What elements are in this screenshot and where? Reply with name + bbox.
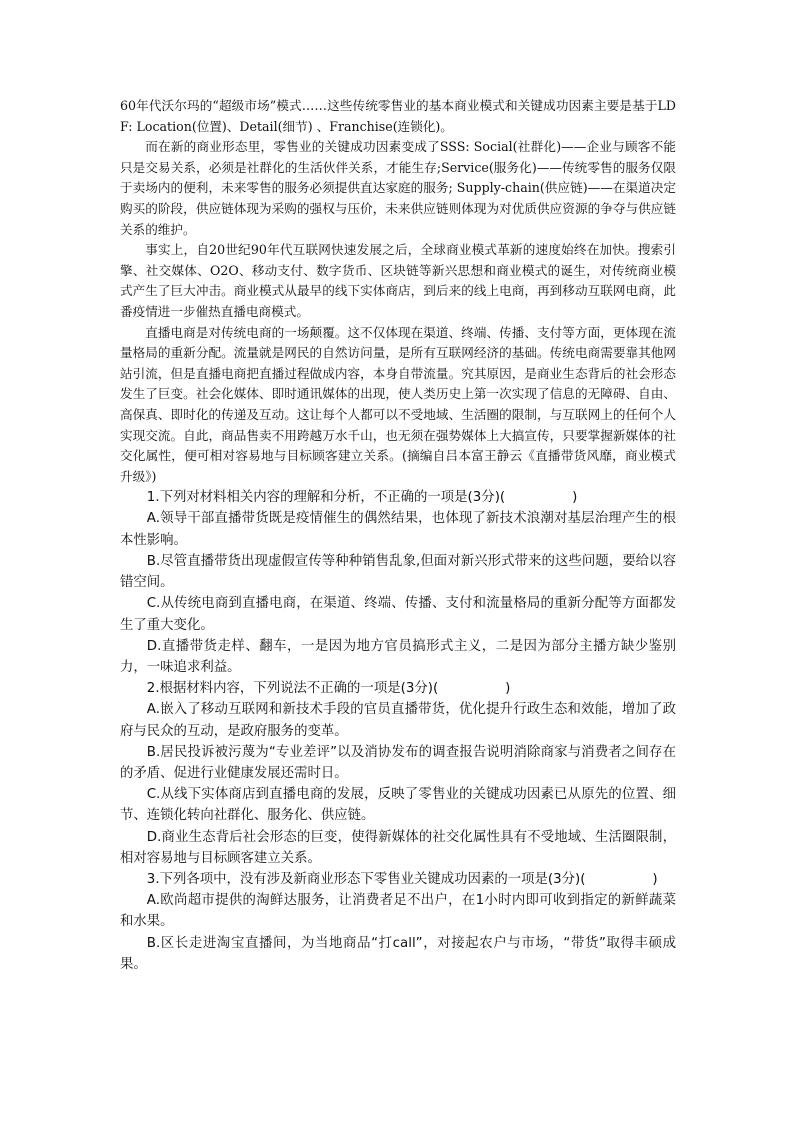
question-1 (120, 487, 676, 678)
question-2-stem: 2.根据材料内容，下列说法不正确的一项是(3分)( ) (146, 681, 511, 697)
passage-paragraph-2: 而在新的商业形态里，零售业的关键成功因素变成了SSS: Social(社群化)——企业与顾客不能只是交易关系，必须是社群化的生活伙伴关系，才能生存;Service(服务化)——传统零售的服务仅限于卖场内的便利，未来零售的服务必须提供直达家庭的服务; Supply-chain(供应链)——在渠道决定购买的阶段，供应链体现为采购的强权与压价，未来供应链则体现为对优质供应资源的争夺与供应链关系的维护。 (120, 139, 676, 237)
question-2-option-a: A.嵌入了移动互联网和新技术手段的官员直播带货，优化提升行政生态和效能，增加了政府与民众的互动，是政府服务的变革。 (120, 702, 676, 739)
question-3 (120, 869, 676, 975)
question-1-option-a: A.领导干部直播带货既是疫情催生的偶然结果，也体现了新技术浪潮对基层治理产生的根本性影响。 (120, 511, 676, 548)
exam-page (120, 96, 676, 975)
question-1-stem: 1.下列对材料相关内容的理解和分析，不正确的一项是(3分)( ) (146, 490, 578, 506)
question-1-option-b: B.尽管直播带货出现虚假宣传等种种销售乱象,但面对新兴形式带来的这些问题，要给以容错空间。 (120, 553, 676, 591)
passage-paragraph-1: 60年代沃尔玛的“超级市场”模式……这些传统零售业的基本商业模式和关键成功因素主要是基于LDF: Location(位置)、Detail(细节) 、Franchise(连锁化)。 (120, 98, 676, 134)
question-2 (120, 678, 676, 869)
question-2-option-d: D.商业生态背后社会形态的巨变，使得新媒体的社交化属性具有不受地域、生活圈限制，相对容易地与目标顾客建立关系。 (120, 829, 676, 866)
question-2-option-c: C.从线下实体商店到直播电商的发展，反映了零售业的关键成功因素已从原先的位置、细节、连锁化转向社群化、服务化、供应链。 (120, 787, 676, 824)
question-2-option-b: B.居民投诉被污蔑为“专业差评”以及消协发布的调查报告说明消除商家与消费者之间存在的矛盾、促进行业健康发展还需时日。 (120, 744, 676, 781)
passage-paragraph-4: 直播电商是对传统电商的一场颠覆。这不仅体现在渠道、终端、传播、支付等方面，更体现在流量格局的重新分配。流量就是网民的自然访问量，是所有互联网经济的基础。传统电商需要靠其他网站引流，但是直播电商把直播过程做成内容，本身自带流量。究其原因，是商业生态背后的社会形态发生了巨变。社会化媒体、即时通讯媒体的出现，使人类历史上第一次实现了信息的无障碍、自由、高保真、即时化的传递及互动。这让每个人都可以不受地域、生活圈的限制，与互联网上的任何个人实现交流。自此，商品售卖不用跨越万水千山，也无须在强势媒体上大搞宣传，只要掌握新媒体的社交化属性，便可相对容易地与目标顾客建立关系。(摘编自吕本富王静云《直播带货风靡，商业模式升级》) (120, 324, 676, 484)
question-3-stem: 3.下列各项中，没有涉及新商业形态下零售业关键成功因素的一项是(3分)( ) (146, 871, 658, 887)
question-1-option-c: C.从传统电商到直播电商，在渠道、终端、传播、支付和流量格局的重新分配等方面都发生了重大变化。 (120, 596, 676, 633)
reading-passage (120, 96, 676, 487)
question-3-option-b: B.区长走进淘宝直播间，为当地商品“打call”，对接起农户与市场，“带货”取得丰硕成果。 (120, 935, 676, 972)
question-1-option-d: D.直播带货走样、翻车，一是因为地方官员搞形式主义，二是因为部分主播方缺少鉴别力，一味追求利益。 (120, 638, 676, 675)
passage-paragraph-3: 事实上，自20世纪90年代互联网快速发展之后，全球商业模式革新的速度始终在加快。搜索引擎、社交媒体、O2O、移动支付、数字货币、区块链等新兴思想和商业模式的诞生，对传统商业模式产生了巨大冲击。商业模式从最早的线下实体商店，到后来的线上电商，再到移动互联网电商，此番疫情进一步催热直播电商模式。 (120, 242, 676, 319)
question-3-option-a: A.欧尚超市提供的淘鲜达服务，让消费者足不出户，在1小时内即可收到指定的新鲜蔬菜和水果。 (120, 893, 676, 930)
